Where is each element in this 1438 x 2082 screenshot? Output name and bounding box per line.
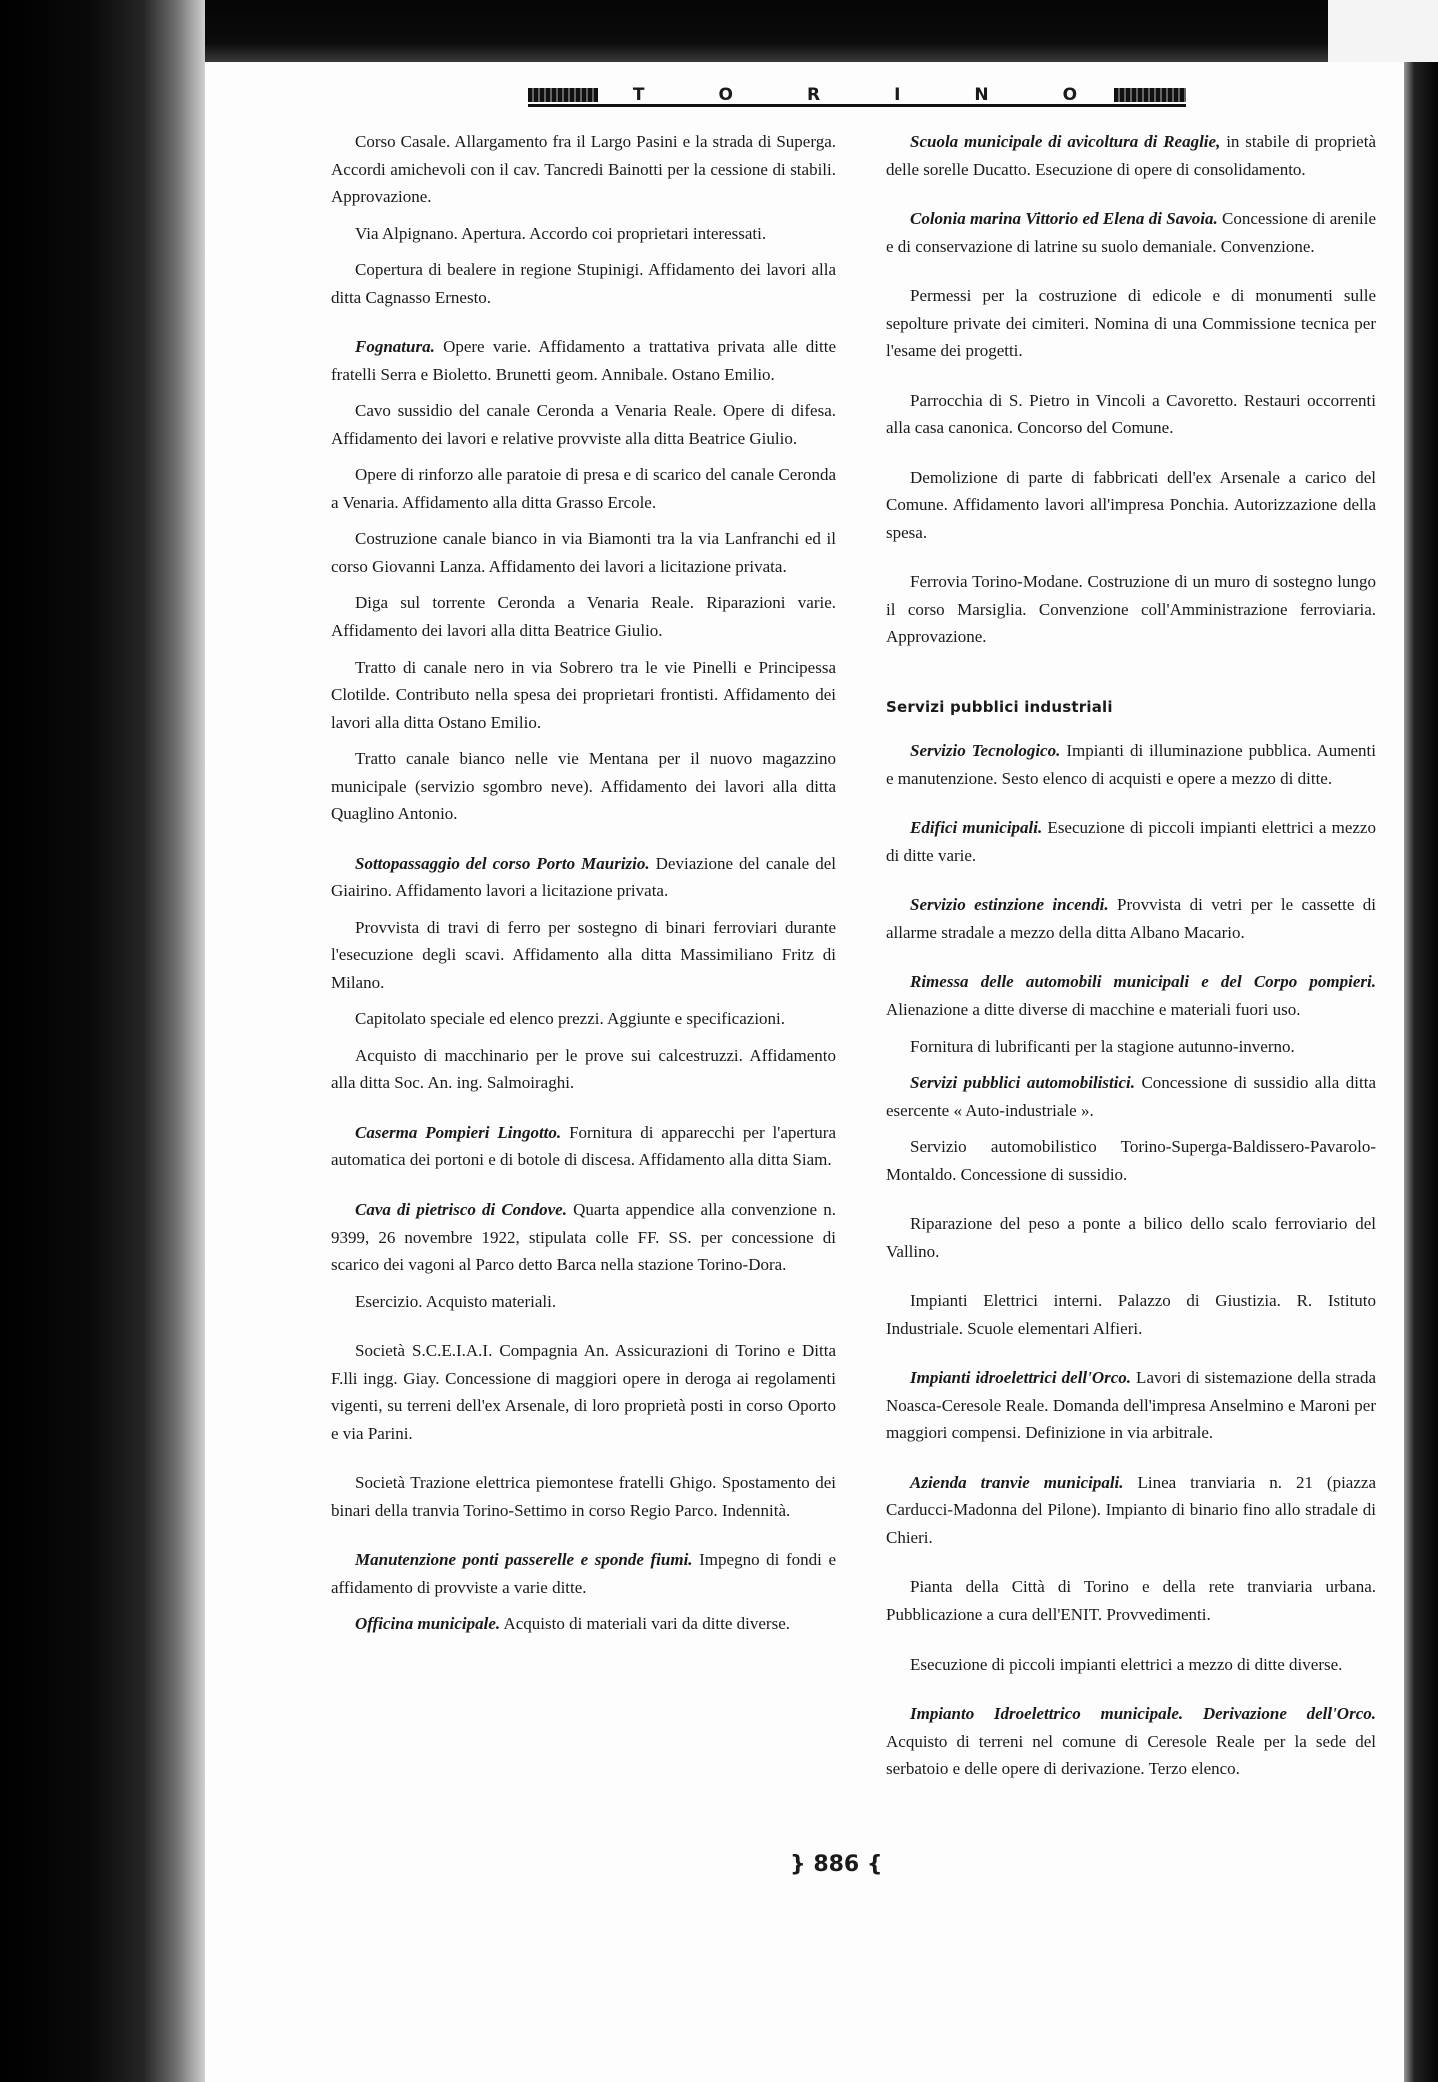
entry-paragraph: [886, 1210, 1376, 1265]
entry-title: Sottopassaggio del corso Porto Maurizio.: [355, 853, 650, 873]
entry-paragraph: [886, 1069, 1376, 1124]
entry-paragraph: [331, 1469, 836, 1524]
entry-title: Rimessa delle automobili municipali e del Corpo pompieri.: [910, 972, 1376, 992]
entry-text: Esecuzione di piccoli impianti elettrici a mezzo di ditte varie.: [886, 818, 1376, 865]
entry-text: Capitolato speciale ed elenco prezzi. Aggiunte e specificazioni.: [355, 1009, 786, 1029]
entry-paragraph: [886, 814, 1376, 869]
entry-text: Società Trazione elettrica piemontese fratelli Ghigo. Spostamento dei binari della tranvia Torino-Settimo in corso Regio Parco. Indennità.: [331, 1473, 836, 1520]
entry-paragraph: [886, 968, 1376, 1023]
entry-text: Lavori di sistemazione della strada Noasca-Ceresole Reale. Domanda dell'impresa Anselmino e Maroni per maggiori compensi. Definizione in via arbitrale.: [886, 1368, 1376, 1443]
entry-title: Servizi pubblici automobilistici.: [910, 1073, 1135, 1093]
entry-paragraph: [331, 1337, 836, 1447]
entry-text: Demolizione di parte di fabbricati dell'ex Arsenale a carico del Comune. Affidamento lavori all'impresa Ponchia. Autorizzazione della spesa.: [886, 467, 1376, 542]
scan-corner: [1328, 0, 1438, 62]
entry-title: Cava di pietrisco di Condove.: [355, 1200, 567, 1219]
entry-text: Permessi per la costruzione di edicole e di monumenti sulle sepolture private dei cimiteri. Nomina di una Commissione tecnica per l'esame dei progetti.: [886, 286, 1376, 361]
entry-text: Servizio automobilistico Torino-Superga-Baldissero-Pavarolo-Montaldo. Concessione di sussidio.: [886, 1137, 1376, 1184]
entry-paragraph: [331, 1005, 836, 1033]
entry-paragraph: [331, 654, 836, 737]
entry-paragraph: [886, 737, 1376, 792]
entry-paragraph: [886, 1700, 1376, 1783]
entry-paragraph: [331, 1196, 836, 1279]
entry-title: Impianto Idroelettrico municipale. Derivazione dell'Orco.: [910, 1704, 1376, 1724]
scan-border-top: [0, 0, 1438, 62]
entry-text: Esercizio. Acquisto materiali.: [355, 1291, 557, 1311]
entry-paragraph: [886, 1287, 1376, 1342]
entry-text: Acquisto di terreni nel comune di Ceresole Reale per la sede del serbatoio e delle opere di derivazione. Terzo elenco.: [886, 1731, 1376, 1779]
header-ornament-left: [528, 88, 598, 102]
entry-title: Caserma Pompieri Lingotto.: [355, 1122, 562, 1142]
entry-text: Riparazione del peso a ponte a bilico dello scalo ferroviario del Vallino.: [886, 1214, 1376, 1261]
header-letter: I: [894, 85, 903, 105]
entry-text: Corso Casale. Allargamento fra il Largo Pasini e la strada di Superga. Accordi amichevoli con il cav. Tancredi Bainotti per la cessione di stabili. Approvazione.: [331, 132, 836, 207]
entry-title: Servizio Tecnologico.: [910, 741, 1061, 761]
entry-text: in stabile di proprietà delle sorelle Ducatto. Esecuzione di opere di consolidamento.: [886, 132, 1376, 179]
section-heading: Servizi pubblici industriali: [886, 697, 1113, 716]
entry-title: Servizio estinzione incendi.: [910, 895, 1109, 915]
entry-title: Impianti idroelettrici dell'Orco.: [910, 1368, 1132, 1388]
entry-paragraph: [886, 568, 1376, 651]
entry-text: Deviazione del canale del Giairino. Affidamento lavori a licitazione privata.: [331, 853, 836, 901]
entry-paragraph: [331, 850, 836, 905]
entry-text: Concessione di sussidio alla ditta esercente « Auto-industriale ».: [886, 1073, 1377, 1120]
entry-paragraph: [886, 205, 1376, 260]
entry-paragraph: [886, 464, 1376, 547]
entry-title: Colonia marina Vittorio ed Elena di Savoia.: [910, 209, 1218, 229]
entry-text: Tratto canale bianco nelle vie Mentana per il nuovo magazzino municipale (servizio sgombro neve). Affidamento dei lavori alla ditta Quaglino Antonio.: [331, 749, 836, 824]
entry-paragraph: [331, 1288, 836, 1316]
scan-border-left: [0, 0, 205, 2082]
entry-text: Quarta appendice alla convenzione n. 9399, 26 novembre 1922, stipulata colle FF. SS. per concessione di scarico dei vagoni al Parco detto Barca nella stazione Torino-Dora.: [331, 1200, 836, 1275]
entry-text: Società S.C.E.I.A.I. Compagnia An. Assicurazioni di Torino e Ditta F.lli ingg. Giay. Concessione di maggiori opere in deroga ai regolamenti vigenti, su terreni dell'ex Arsenale, di loro proprietà posti in corso Oporto e via Parini.: [331, 1341, 836, 1443]
entry-text: Impianti Elettrici interni. Palazzo di Giustizia. R. Istituto Industriale. Scuole elementari Alfieri.: [886, 1291, 1376, 1338]
entry-paragraph: [886, 128, 1376, 183]
entry-text: Acquisto di macchinario per le prove sui calcestruzzi. Affidamento alla ditta Soc. An. ing. Salmoiraghi.: [331, 1045, 836, 1093]
entry-text: Tratto di canale nero in via Sobrero tra le vie Pinelli e Principessa Clotilde. Contributo nella spesa dei proprietari frontisti. Affidamento dei lavori alla ditta Ostano Emilio.: [331, 657, 836, 732]
entry-paragraph: [886, 1651, 1376, 1679]
entry-paragraph: [886, 1364, 1376, 1447]
entry-text: Cavo sussidio del canale Ceronda a Venaria Reale. Opere di difesa. Affidamento dei lavori e relative provviste alla ditta Beatrice Giulio.: [331, 401, 836, 448]
entry-title: Fognatura.: [355, 337, 435, 357]
left-column: [331, 128, 836, 1647]
entry-text: Copertura di bealere in regione Stupinigi. Affidamento dei lavori alla ditta Cagnasso Ernesto.: [331, 260, 836, 307]
entry-text: Diga sul torrente Ceronda a Venaria Reale. Riparazioni varie. Affidamento dei lavori alla ditta Beatrice Giulio.: [331, 593, 836, 640]
page-number: } 886 {: [790, 1852, 883, 1877]
entry-paragraph: [331, 589, 836, 644]
entry-text: Impianti di illuminazione pubblica. Aumenti e manutenzione. Sesto elenco di acquisti e opere a mezzo di ditte.: [886, 741, 1376, 788]
entry-paragraph: [331, 525, 836, 580]
entry-title: Edifici municipali.: [910, 818, 1043, 838]
entry-paragraph: [886, 282, 1376, 365]
header-letter: O: [718, 85, 735, 105]
entry-title: Azienda tranvie municipali.: [910, 1472, 1124, 1492]
entry-paragraph: [331, 1546, 836, 1601]
header-letter: T: [632, 85, 647, 105]
entry-paragraph: [331, 1042, 836, 1097]
entry-text: Alienazione a ditte diverse di macchine e materiali fuori uso.: [886, 999, 1301, 1019]
header-letter: R: [806, 85, 823, 105]
entry-paragraph: [331, 220, 836, 248]
entry-paragraph: [331, 1610, 836, 1638]
entry-paragraph: [331, 333, 836, 388]
entry-text: Fornitura di lubrificanti per la stagione autunno-inverno.: [910, 1036, 1295, 1056]
entry-text: Concessione di arenile e di conservazione di latrine su suolo demaniale. Convenzione.: [886, 209, 1376, 256]
entry-paragraph: [331, 461, 836, 516]
header-letter: N: [974, 85, 991, 105]
entry-title: Officina municipale.: [355, 1614, 501, 1634]
entry-paragraph: [331, 128, 836, 211]
entry-paragraph: [886, 1033, 1376, 1061]
entry-text: Parrocchia di S. Pietro in Vincoli a Cavoretto. Restauri occorrenti alla casa canonica. Concorso del Comune.: [886, 390, 1376, 438]
entry-paragraph: [331, 256, 836, 311]
entry-text: Acquisto di materiali vari da ditte diverse.: [500, 1614, 791, 1634]
entry-text: Provvista di vetri per le cassette di allarme stradale a mezzo della ditta Albano Macario.: [886, 895, 1376, 942]
entry-paragraph: [331, 397, 836, 452]
entry-text: Pianta della Città di Torino e della rete tranviaria urbana. Pubblicazione a cura dell'ENIT. Provvedimenti.: [886, 1577, 1376, 1625]
right-column: [886, 128, 1376, 1792]
header-letter: O: [1062, 85, 1080, 105]
entry-text: Via Alpignano. Apertura. Accordo coi proprietari interessati.: [355, 223, 767, 243]
entry-text: Fornitura di apparecchi per l'apertura automatica dei portoni e di botole di discesa. Affidamento alla ditta Siam.: [331, 1122, 837, 1170]
entry-text: Opere di rinforzo alle paratoie di presa e di scarico del canale Ceronda a Venaria. Affidamento alla ditta Grasso Ercole.: [331, 465, 836, 512]
entry-title: Manutenzione ponti passerelle e sponde fiumi.: [355, 1550, 693, 1570]
entry-text: Impegno di fondi e affidamento di provviste a varie ditte.: [331, 1550, 836, 1597]
entry-text: Esecuzione di piccoli impianti elettrici a mezzo di ditte diverse.: [910, 1654, 1343, 1674]
entry-paragraph: [886, 1133, 1376, 1188]
entry-paragraph: [331, 1119, 836, 1174]
entry-text: Ferrovia Torino-Modane. Costruzione di un muro di sostegno lungo il corso Marsiglia. Convenzione coll'Amministrazione ferroviaria. Approvazione.: [886, 572, 1376, 647]
entry-paragraph: [886, 1573, 1376, 1628]
entry-paragraph: [331, 745, 836, 828]
entry-text: Provvista di travi di ferro per sostegno di binari ferroviari durante l'esecuzione degli scavi. Affidamento alla ditta Massimiliano Fritz di Milano.: [331, 917, 836, 992]
entry-paragraph: [331, 914, 836, 997]
entry-text: Opere varie. Affidamento a trattativa privata alle ditte fratelli Serra e Bioletto. Brunetti geom. Annibale. Ostano Emilio.: [331, 337, 836, 384]
header-ornament-right: [1114, 88, 1186, 102]
entry-text: Linea tranviaria n. 21 (piazza Carducci-Madonna del Pilone). Impianto di binario fino allo stradale di Chieri.: [886, 1472, 1376, 1547]
entry-paragraph: [886, 891, 1376, 946]
entry-text: Costruzione canale bianco in via Biamonti tra la via Lanfranchi ed il corso Giovanni Lanza. Affidamento dei lavori a licitazione privata.: [331, 529, 836, 576]
running-header: [528, 86, 1186, 107]
entry-paragraph: [886, 387, 1376, 442]
entry-title: Scuola municipale di avicoltura di Reaglie,: [910, 132, 1221, 151]
scan-border-right: [1404, 0, 1438, 2082]
entry-paragraph: [886, 1469, 1376, 1552]
header-title: [633, 85, 1079, 105]
